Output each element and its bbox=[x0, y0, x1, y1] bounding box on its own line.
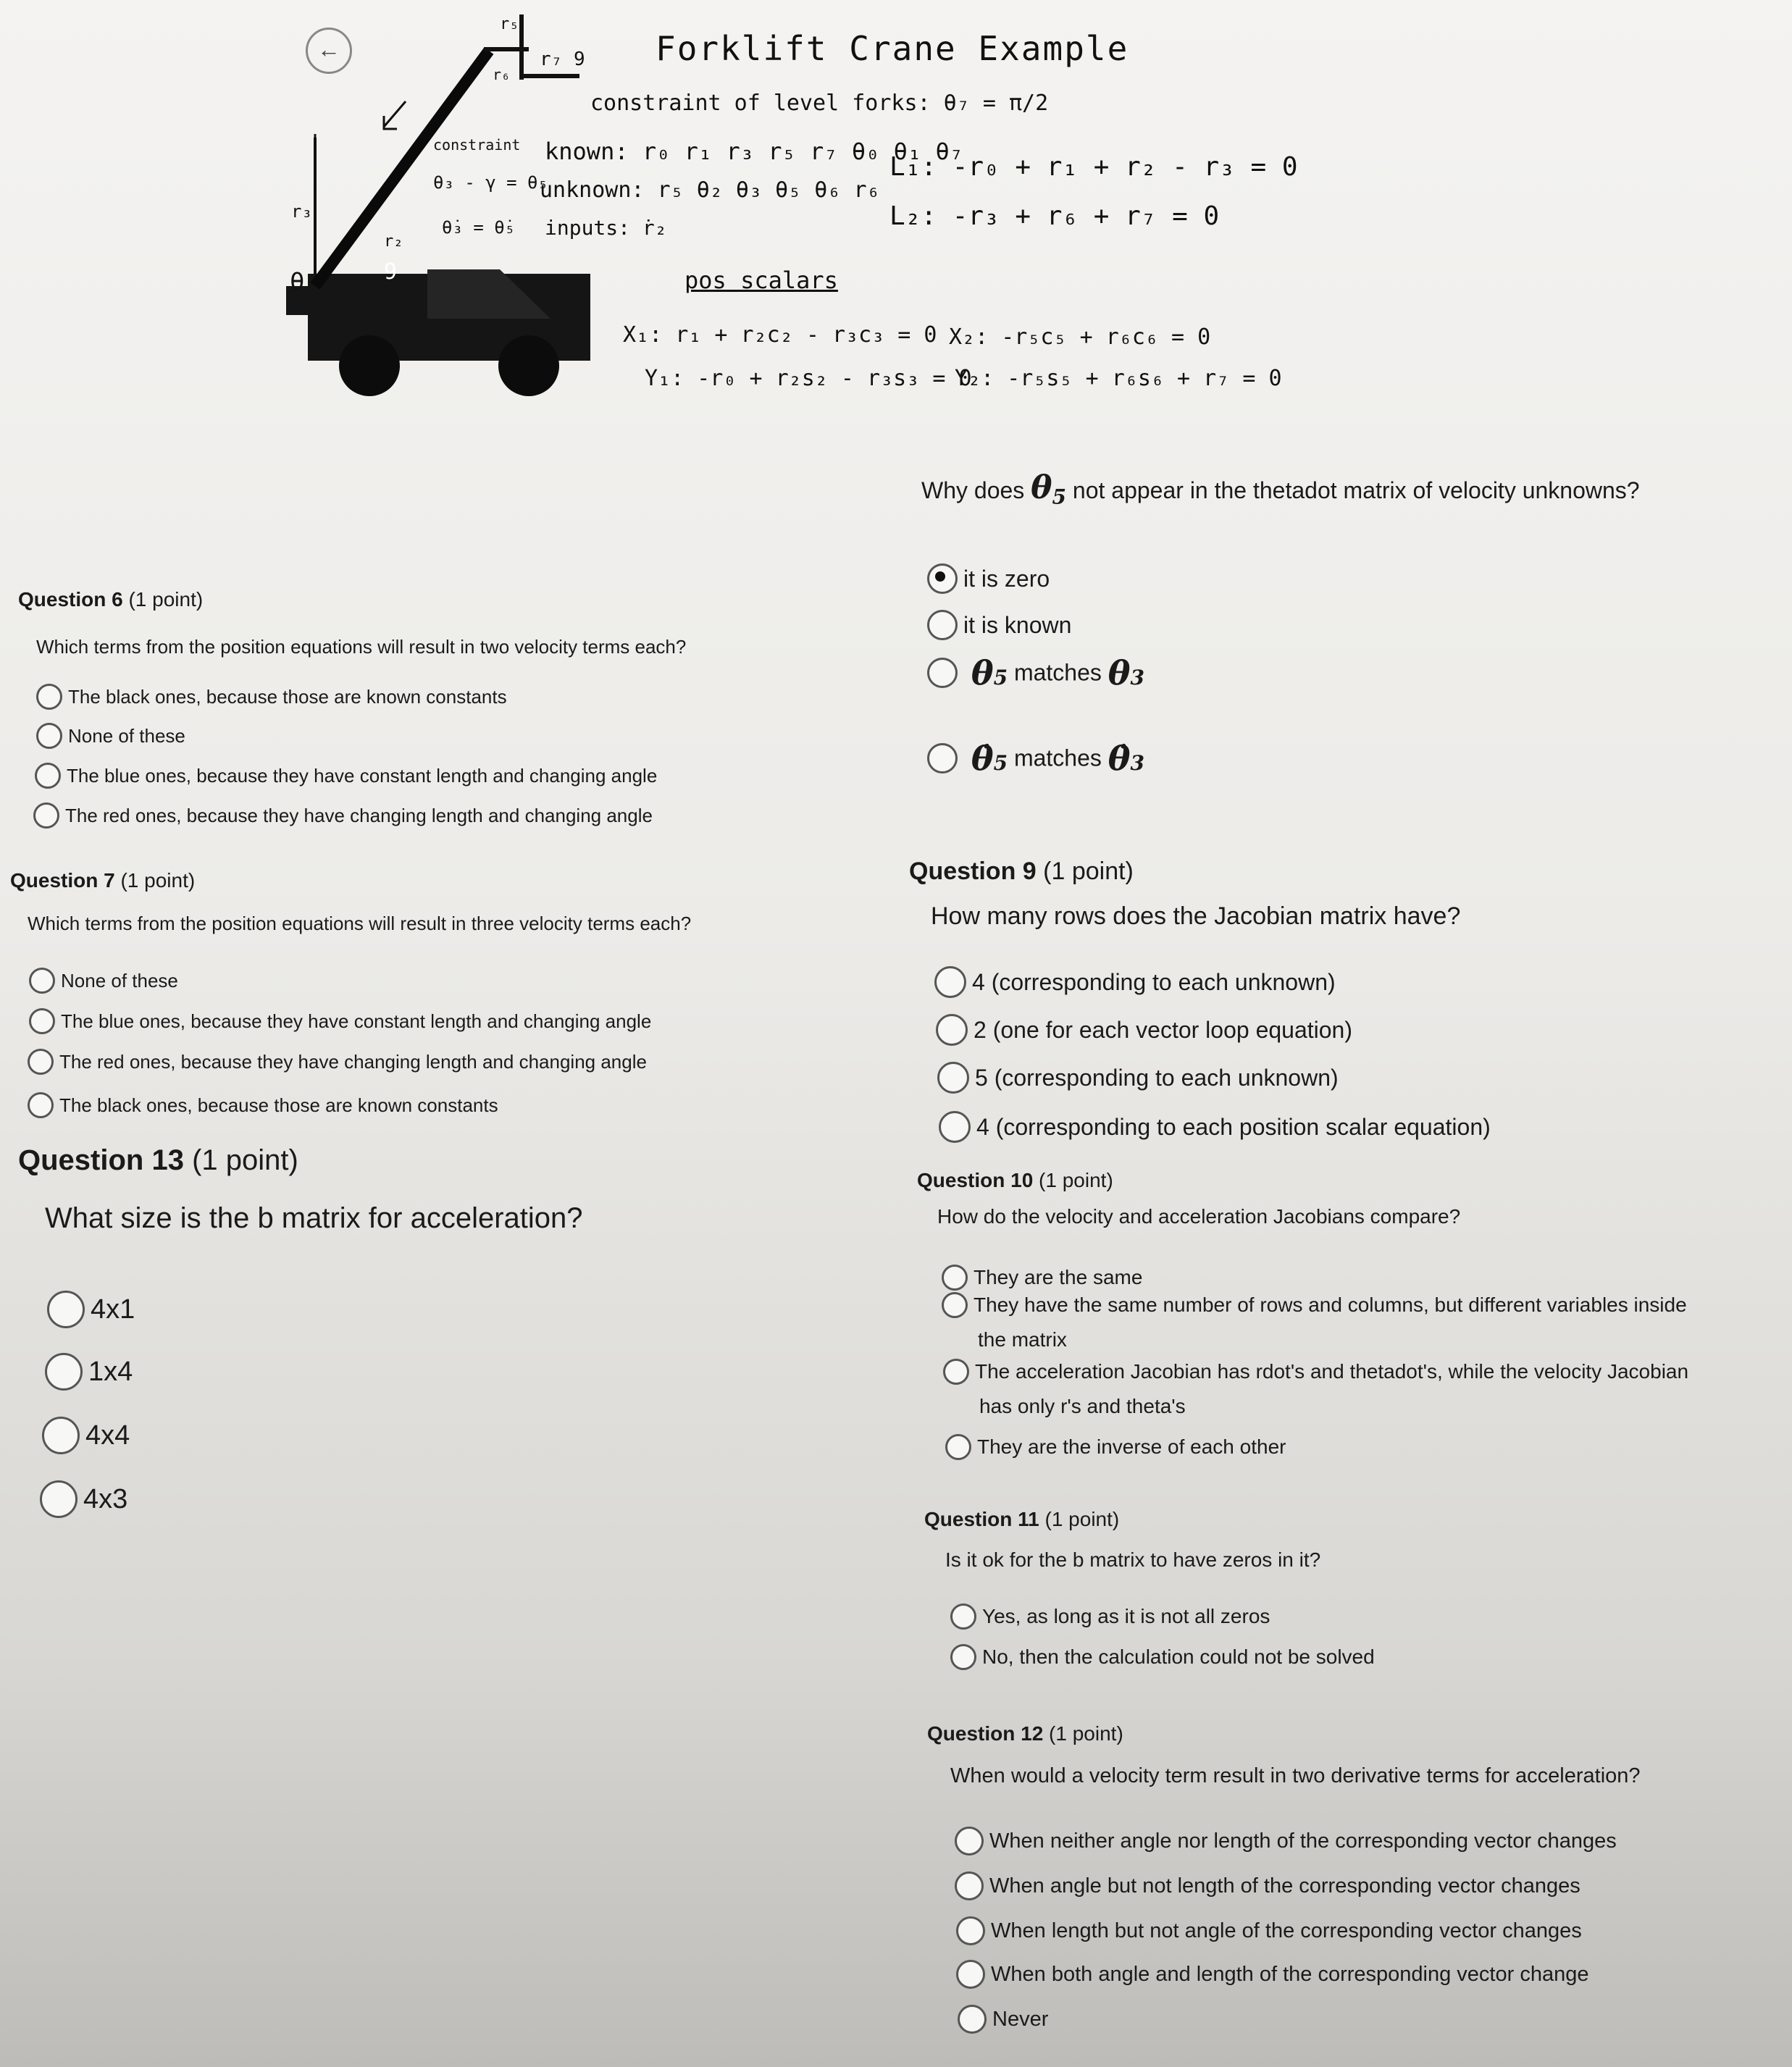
q9-prompt: How many rows does the Jacobian matrix have? bbox=[931, 902, 1461, 930]
constraint-eq2: θ̇₃ = θ̇₅ bbox=[442, 217, 516, 238]
q11-prompt: Is it ok for the b matrix to have zeros in it? bbox=[945, 1548, 1321, 1571]
q9-radio-3[interactable] bbox=[937, 1062, 969, 1094]
q6-prompt: Which terms from the position equations will result in two velocity terms each? bbox=[36, 636, 687, 658]
q10-option-3-cont: has only r's and theta's bbox=[979, 1395, 1186, 1417]
q8-radio-3[interactable] bbox=[927, 658, 958, 688]
q7-radio-1[interactable] bbox=[29, 968, 55, 994]
diagram-title: Forklift Crane Example bbox=[656, 29, 1129, 68]
svg-text:r₂: r₂ bbox=[384, 232, 403, 251]
back-arrow-icon: ← bbox=[317, 36, 340, 62]
q12-title: Question 12 (1 point) bbox=[927, 1722, 1123, 1745]
q8-radio-4[interactable] bbox=[927, 743, 958, 773]
q12-option-3[interactable]: When length but not angle of the corresponding vector changes bbox=[956, 1916, 1582, 1945]
constraint-line: constraint of level forks: θ₇ = π/2 bbox=[590, 91, 1049, 116]
q11-option-1[interactable]: Yes, as long as it is not all zeros bbox=[950, 1603, 1270, 1630]
q11-radio-2[interactable] bbox=[950, 1644, 976, 1670]
svg-text:9: 9 bbox=[384, 259, 398, 285]
q12-prompt: When would a velocity term result in two derivative terms for acceleration? bbox=[950, 1764, 1641, 1787]
inputs-vars: inputs: ṙ₂ bbox=[545, 216, 667, 240]
q10-radio-3[interactable] bbox=[943, 1359, 969, 1385]
q12-option-2[interactable]: When angle but not length of the corresponding vector changes bbox=[955, 1871, 1580, 1900]
q9-radio-2[interactable] bbox=[936, 1014, 968, 1046]
q7-radio-3[interactable] bbox=[28, 1049, 54, 1075]
q13-option-2[interactable]: 1x4 bbox=[45, 1353, 133, 1391]
q11-option-2[interactable]: No, then the calculation could not be solved bbox=[950, 1644, 1375, 1670]
scalar-x1: X₁: r₁ + r₂c₂ - r₃c₃ = 0 bbox=[623, 322, 937, 348]
q12-option-4[interactable]: When both angle and length of the corresponding vector change bbox=[956, 1960, 1588, 1989]
q7-option-3[interactable]: The red ones, because they have changing length and changing angle bbox=[28, 1049, 647, 1075]
q9-option-1[interactable]: 4 (corresponding to each unknown) bbox=[934, 966, 1336, 998]
q13-radio-2[interactable] bbox=[45, 1353, 83, 1391]
q12-radio-1[interactable] bbox=[955, 1827, 984, 1856]
q8-option-2[interactable]: it is known bbox=[927, 610, 1071, 640]
forklift-drawing bbox=[282, 0, 616, 406]
q7-option-4[interactable]: The black ones, because those are known constants bbox=[28, 1092, 498, 1118]
constraint-eq1: θ₃ - γ = θ₅ bbox=[433, 172, 548, 193]
q6-radio-4[interactable] bbox=[33, 802, 59, 829]
q10-option-2[interactable]: They have the same number of rows and columns, but different variables inside bbox=[942, 1292, 1687, 1318]
q10-option-1[interactable]: They are the same bbox=[942, 1265, 1142, 1291]
q8-option-1[interactable]: it is zero bbox=[927, 563, 1050, 594]
known-vars: known: r₀ r₁ r₃ r₅ r₇ θ₀ θ₁ θ₇ bbox=[545, 138, 963, 165]
q7-title: Question 7 (1 point) bbox=[10, 869, 196, 892]
q9-radio-4[interactable] bbox=[939, 1111, 971, 1143]
q6-radio-1[interactable] bbox=[36, 684, 62, 710]
q12-radio-4[interactable] bbox=[956, 1960, 985, 1989]
svg-text:r₆: r₆ bbox=[493, 66, 511, 83]
q8-option-4[interactable]: $\thetȧ_5$ matches $\thetȧ_3$ bbox=[927, 739, 1144, 778]
loop-equation-2: L₂: -r₃ + r₆ + r₇ = 0 bbox=[889, 201, 1220, 231]
q7-radio-4[interactable] bbox=[28, 1092, 54, 1118]
q13-option-4[interactable]: 4x3 bbox=[40, 1480, 127, 1518]
q13-option-3[interactable]: 4x4 bbox=[42, 1417, 130, 1454]
q10-option-4[interactable]: They are the inverse of each other bbox=[945, 1434, 1286, 1460]
q13-radio-3[interactable] bbox=[42, 1417, 80, 1454]
q11-radio-1[interactable] bbox=[950, 1603, 976, 1630]
q9-title: Question 9 (1 point) bbox=[909, 858, 1134, 885]
q7-option-1[interactable]: None of these bbox=[29, 968, 178, 994]
q8-radio-2[interactable] bbox=[927, 610, 958, 640]
q11-title: Question 11 (1 point) bbox=[924, 1508, 1120, 1530]
q7-prompt: Which terms from the position equations will result in three velocity terms each? bbox=[28, 913, 692, 934]
q10-option-2-cont: the matrix bbox=[978, 1328, 1067, 1351]
q6-option-2[interactable]: None of these bbox=[36, 723, 185, 749]
svg-text:r₇ 9: r₇ 9 bbox=[540, 49, 585, 70]
q7-radio-2[interactable] bbox=[29, 1008, 55, 1034]
pos-scalars-heading: pos scalars bbox=[684, 267, 838, 294]
q9-option-3[interactable]: 5 (corresponding to each unknown) bbox=[937, 1062, 1339, 1094]
q9-option-4[interactable]: 4 (corresponding to each position scalar equation) bbox=[939, 1111, 1491, 1143]
q10-prompt: How do the velocity and acceleration Jacobians compare? bbox=[937, 1205, 1461, 1228]
unknown-vars: unknown: r₅ θ₂ θ₃ θ₅ θ₆ r₆ bbox=[540, 177, 880, 203]
q12-option-5[interactable]: Never bbox=[958, 2005, 1048, 2034]
q8-option-3[interactable]: $\theta_5$ matches $\theta_3$ bbox=[927, 653, 1144, 692]
q6-option-3[interactable]: The blue ones, because they have constant length and changing angle bbox=[35, 763, 657, 789]
q6-radio-3[interactable] bbox=[35, 763, 61, 789]
loop-equation-1: L₁: -r₀ + r₁ + r₂ - r₃ = 0 bbox=[889, 152, 1298, 182]
scalar-x2: X₂: -r₅c₅ + r₆c₆ = 0 bbox=[949, 324, 1211, 350]
svg-text:θ: θ bbox=[290, 267, 305, 296]
q10-title: Question 10 (1 point) bbox=[917, 1169, 1113, 1191]
q6-title: Question 6 (1 point) bbox=[18, 588, 204, 611]
q12-radio-2[interactable] bbox=[955, 1871, 984, 1900]
svg-text:r₃: r₃ bbox=[291, 201, 312, 222]
q6-option-1[interactable]: The black ones, because those are known constants bbox=[36, 684, 507, 710]
q8-prompt: Why does $\theta_5$ not appear in the thetadot matrix of velocity unknowns? bbox=[921, 469, 1640, 509]
q10-option-3[interactable]: The acceleration Jacobian has rdot's and thetadot's, while the velocity Jacobian bbox=[943, 1359, 1688, 1385]
q8-radio-1[interactable] bbox=[927, 563, 958, 594]
scalar-y1: Y₁: -r₀ + r₂s₂ - r₃s₃ = 0 bbox=[645, 366, 972, 391]
q12-option-1[interactable]: When neither angle nor length of the corresponding vector changes bbox=[955, 1827, 1617, 1856]
q9-option-2[interactable]: 2 (one for each vector loop equation) bbox=[936, 1014, 1352, 1046]
q9-radio-1[interactable] bbox=[934, 966, 966, 998]
q10-radio-2[interactable] bbox=[942, 1292, 968, 1318]
svg-text:r₅: r₅ bbox=[500, 15, 519, 33]
constraint-label: constraint bbox=[433, 136, 521, 154]
q6-option-4[interactable]: The red ones, because they have changing length and changing angle bbox=[33, 802, 653, 829]
q13-radio-1[interactable] bbox=[47, 1291, 85, 1328]
q13-title: Question 13 (1 point) bbox=[18, 1144, 298, 1176]
q13-prompt: What size is the b matrix for acceleration? bbox=[45, 1202, 583, 1234]
q12-radio-3[interactable] bbox=[956, 1916, 985, 1945]
q12-radio-5[interactable] bbox=[958, 2005, 987, 2034]
q13-option-1[interactable]: 4x1 bbox=[47, 1291, 135, 1328]
q10-radio-1[interactable] bbox=[942, 1265, 968, 1291]
scalar-y2: Y₂: -r₅s₅ + r₆s₆ + r₇ = 0 bbox=[955, 366, 1282, 391]
q7-option-2[interactable]: The blue ones, because they have constant length and changing angle bbox=[29, 1008, 651, 1034]
q6-radio-2[interactable] bbox=[36, 723, 62, 749]
q10-radio-4[interactable] bbox=[945, 1434, 971, 1460]
q13-radio-4[interactable] bbox=[40, 1480, 78, 1518]
